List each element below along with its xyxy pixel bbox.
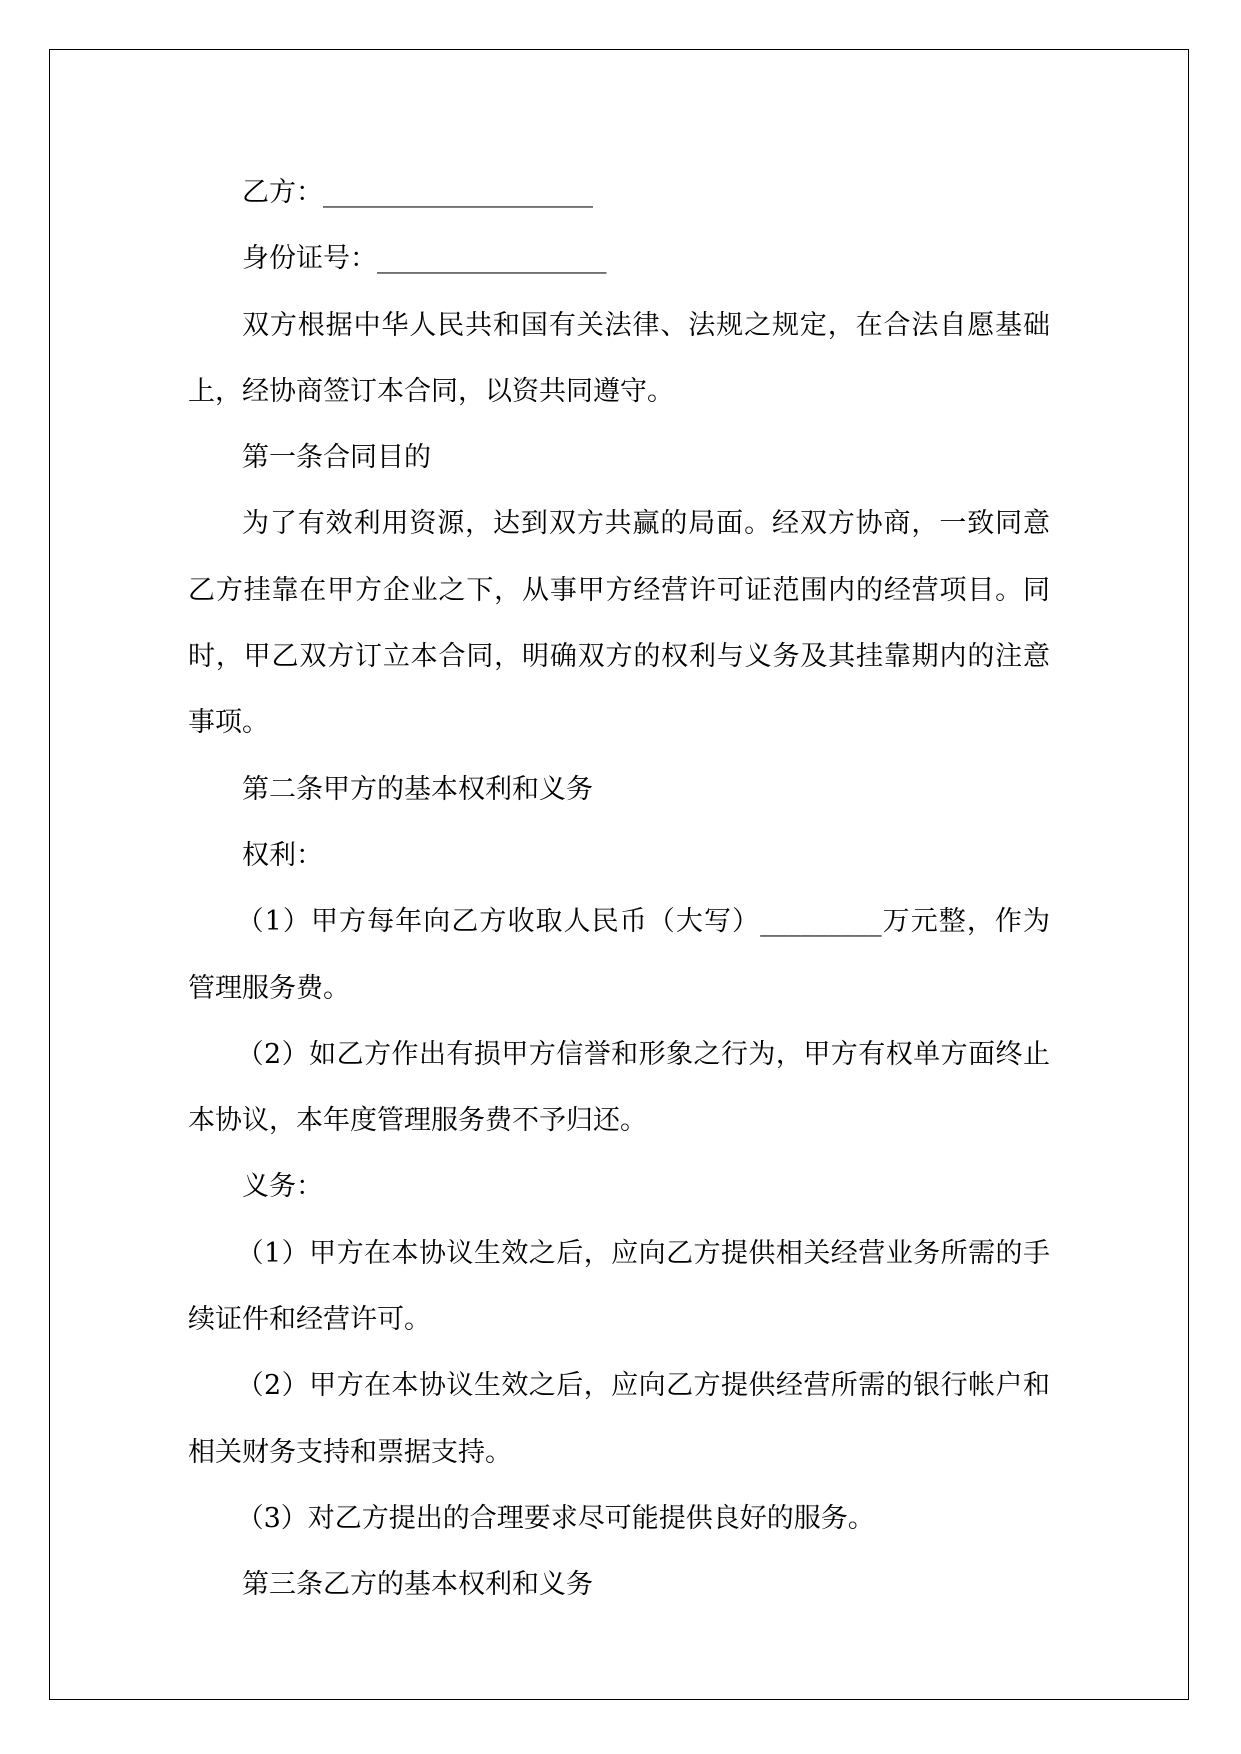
right-item-1: （1）甲方每年向乙方收取人民币（大写）_________万元整，作为管理服务费。 <box>188 906 1050 1004</box>
article-1-paragraph: 为了有效利用资源，达到双方共赢的局面。经双方协商，一致同意乙方挂靠在甲方企业之下，从事甲方经营许可证范围内的经营项目。同时，甲乙双方订立本合同，明确双方的权利与义务及其挂靠期内的注意事项。 <box>188 508 1050 739</box>
id-number-line: 身份证号：_________________ <box>242 243 607 275</box>
duties-label: 义务： <box>242 1171 323 1203</box>
duty-item-2: （2）甲方在本协议生效之后，应向乙方提供经营所需的银行帐户和相关财务支持和票据支持。 <box>188 1370 1050 1468</box>
rights-label: 权利： <box>242 839 323 871</box>
party-b-line: 乙方：____________________ <box>242 177 593 208</box>
duty-item-3: （3）对乙方提出的合理要求尽可能提供良好的服务。 <box>236 1502 875 1534</box>
preamble-paragraph: 双方根据中华人民共和国有关法律、法规之规定，在合法自愿基础上，经协商签订本合同，以资共同遵守。 <box>188 309 1050 407</box>
document-body <box>188 160 1050 1619</box>
duty-item-1: （1）甲方在本协议生效之后，应向乙方提供相关经营业务所需的手续证件和经营许可。 <box>188 1237 1050 1336</box>
article-3-heading: 第三条乙方的基本权利和义务 <box>242 1569 593 1601</box>
article-1-heading: 第一条合同目的 <box>242 442 431 474</box>
article-2-heading: 第二条甲方的基本权利和义务 <box>242 773 593 805</box>
right-item-2: （2）如乙方作出有损甲方信誉和形象之行为，甲方有权单方面终止本协议，本年度管理服务费不予归还。 <box>188 1038 1050 1137</box>
